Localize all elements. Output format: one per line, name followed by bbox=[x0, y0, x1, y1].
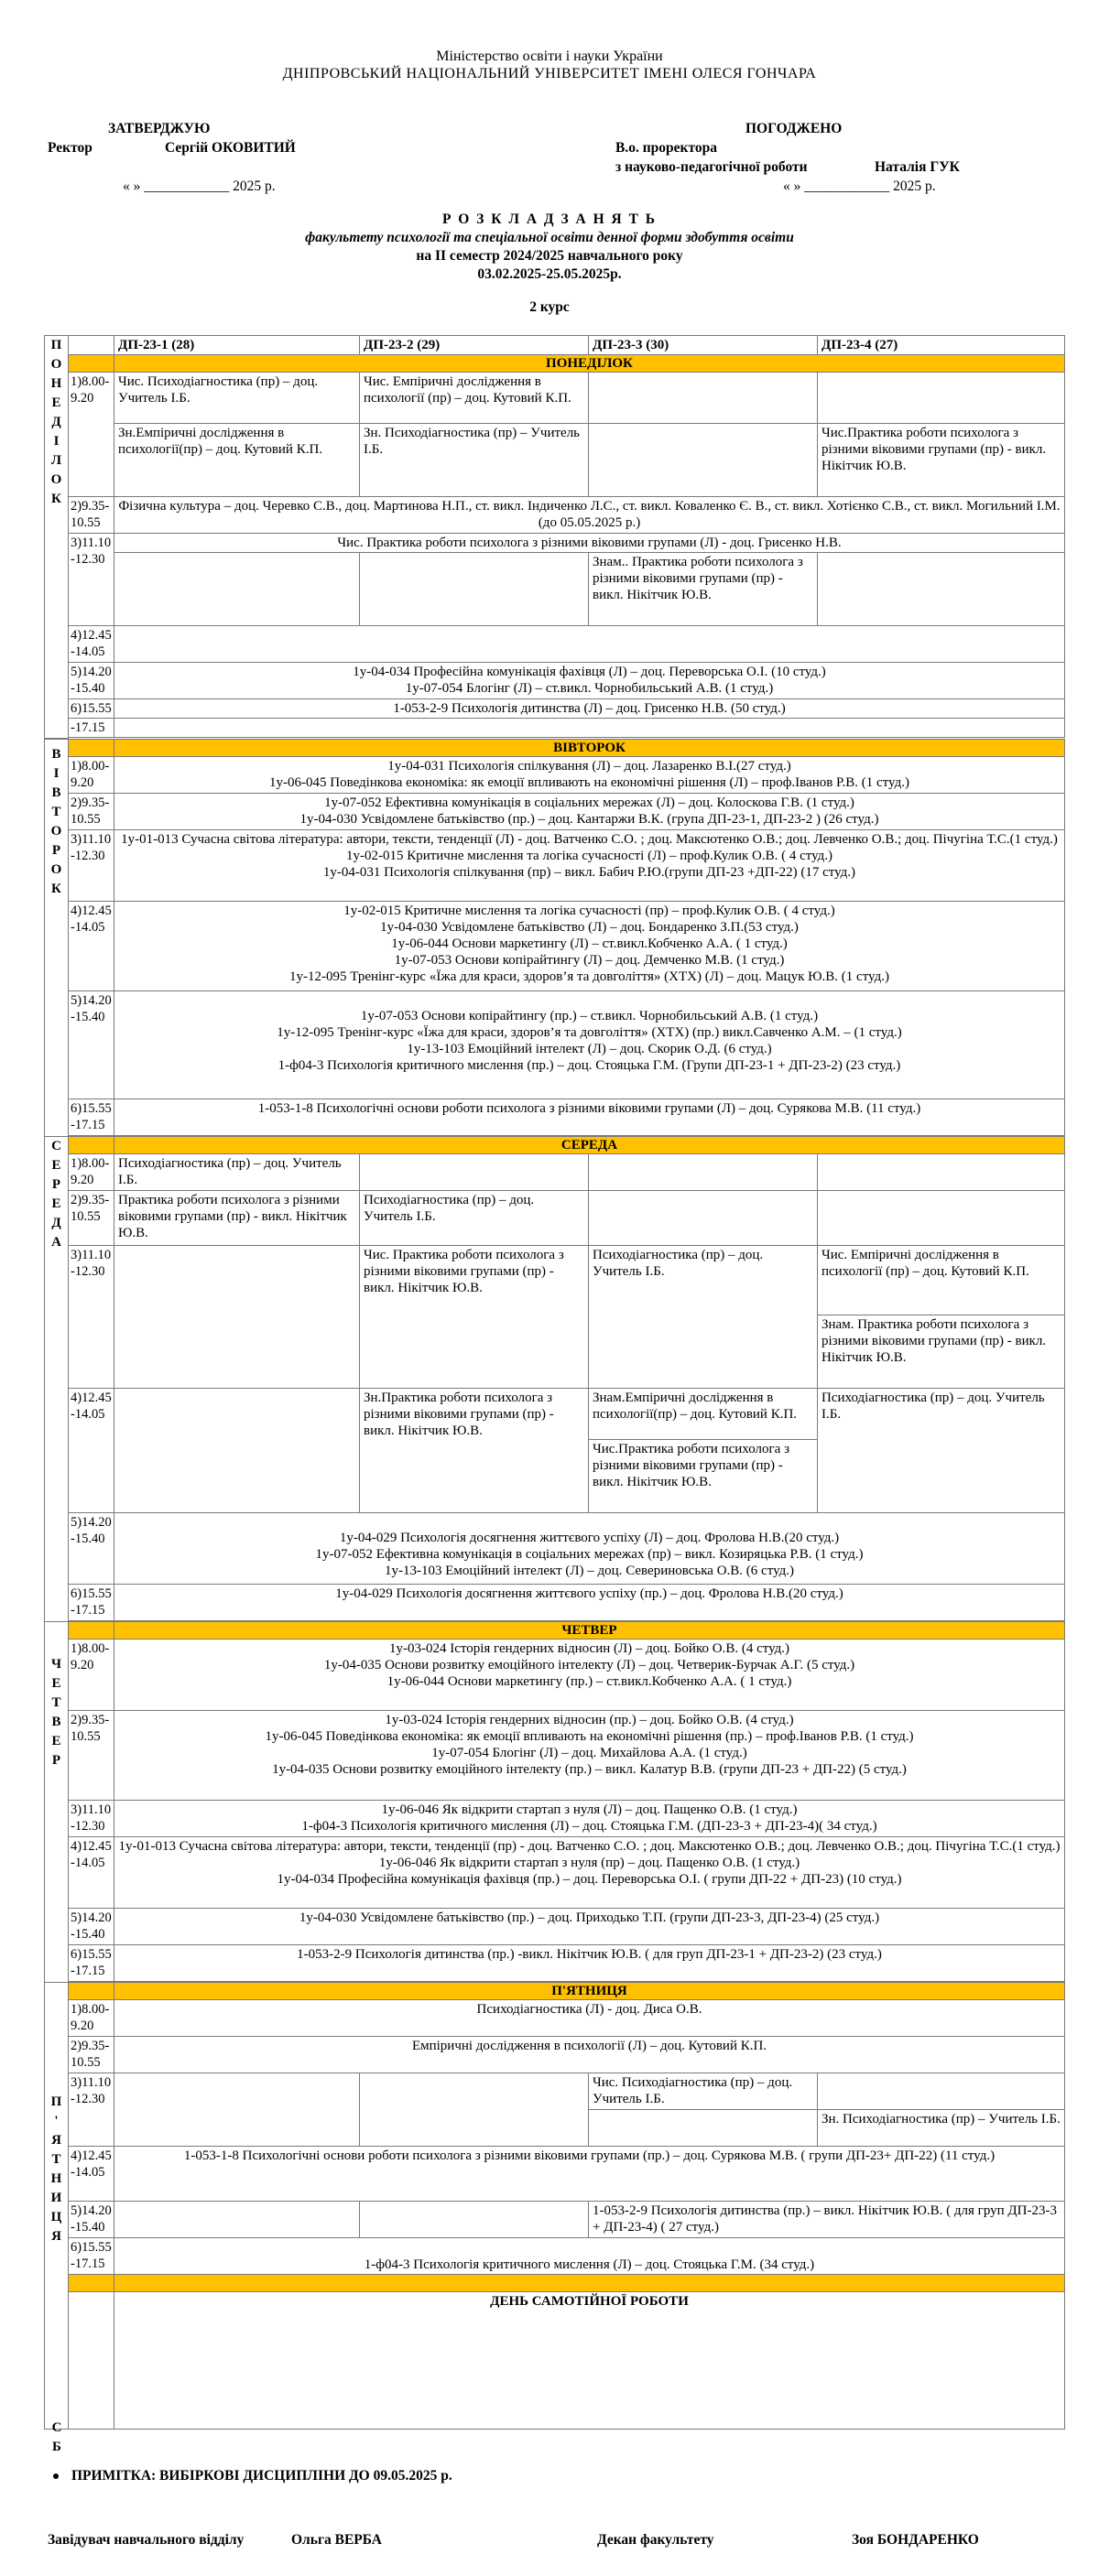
lesson-cell: 1у-07-052 Ефективна комунікація в соціальних мережах (Л) – доц. Колоскова Г.В. (1 студ.) 1у-04-030 Усвідомлене батьківство (пр.) – доц. Кантаржи В.К. (група ДП-23-1, ДП-23-2 ) (26 студ.) bbox=[114, 793, 1065, 829]
lesson-cell: Чис.Практика роботи психолога з різними віковими групами (пр) - викл. Нікітчик Ю.В. bbox=[818, 424, 1065, 497]
lesson-cell: Зн. Психодіагностика (пр) – Учитель І.Б. bbox=[360, 424, 589, 497]
time-slot: -17.15 bbox=[69, 719, 114, 738]
lesson-cell: 1у-04-034 Професійна комунікація фахівця (Л) – доц. Переворська О.І. (10 студ.) 1у-07-054 Блогінг (Л) – ст.викл. Чорнобильський А.В. (1 студ.) bbox=[114, 663, 1065, 699]
lesson-cell: Чис. Психодіагностика (пр) – доц. Учитель І.Б. bbox=[114, 373, 360, 424]
lesson-row bbox=[45, 1512, 1065, 1584]
lesson-cell bbox=[360, 553, 589, 626]
schedule-subtitle: факультету психології та спеціальної освіти денної форми здобуття освіти bbox=[305, 230, 794, 245]
time-slot: 1)8.00- 9.20 bbox=[69, 1999, 114, 2036]
day-header-thursday: ЧЕТВЕР bbox=[114, 1621, 1065, 1639]
time-slot: 4)12.45 -14.05 bbox=[69, 1388, 114, 1512]
lesson-cell: Чис. Психодіагностика (пр) – доц. Учитель І.Б. bbox=[589, 2073, 818, 2109]
day-label-wednesday: С Е Р Е Д А bbox=[45, 1136, 69, 1621]
day-header-row bbox=[45, 739, 1065, 756]
lesson-cell: Знам.Емпіричні дослідження в психології(пр) – доц. Кутовий К.П. bbox=[589, 1388, 818, 1439]
time-slot: 4)12.45 -14.05 bbox=[69, 626, 114, 663]
lesson-row bbox=[45, 1245, 1065, 1315]
lesson-cell: 1у-03-024 Історія гендерних відносин (пр.) – доц. Бойко О.В. (4 студ.) 1у-06-045 Поведінкова економіка: як емоції впливають на економічні рішення (пр.) – проф.Іванов Р.В. (1 студ.) 1у-07-054 Блогінг (Л) – доц. Михайлова А.А. (1 студ.) 1у-04-035 Основи розвитку емоційного інтелекту (пр.) – викл. Калатур В.В. (групи ДП-23 + ДП-22) (5 студ.) bbox=[114, 1710, 1065, 1800]
lesson-cell bbox=[360, 1153, 589, 1190]
lesson-cell: Психодіагностика (Л) - доц. Диса О.В. bbox=[114, 1999, 1065, 2036]
lesson-row bbox=[45, 1190, 1065, 1245]
time-slot: 4)12.45 -14.05 bbox=[69, 2146, 114, 2201]
time-slot: 5)14.20 -15.40 bbox=[69, 663, 114, 699]
day-header-saturday bbox=[114, 2274, 1065, 2291]
lesson-cell: Психодіагностика (пр) – доц. Учитель І.Б. bbox=[818, 1388, 1065, 1512]
lesson-cell: 1-053-2-9 Психологія дитинства (Л) – доц. Грисенко Н.В. (50 студ.) bbox=[114, 699, 1065, 719]
lesson-row bbox=[45, 1908, 1065, 1944]
lesson-row bbox=[45, 1999, 1065, 2036]
group-header: ДП-23-4 (27) bbox=[818, 336, 1065, 355]
time-slot: 3)11.10 -12.30 bbox=[69, 829, 114, 901]
lesson-cell: 1-053-1-8 Психологічні основи роботи психолога з різними віковими групами (пр.) – доц. Сурякова М.В. ( групи ДП-23+ ДП-22) (11 студ.) bbox=[114, 2146, 1065, 2201]
lesson-cell: Зн.Практика роботи психолога з різними віковими групами (пр) - викл. Нікітчик Ю.В. bbox=[360, 1388, 589, 1512]
self-study-cell: ДЕНЬ САМОТІЙНОЇ РОБОТИ bbox=[114, 2291, 1065, 2429]
time-slot: 2)9.35- 10.55 bbox=[69, 793, 114, 829]
time-slot: 5)14.20 -15.40 bbox=[69, 1908, 114, 1944]
lesson-row bbox=[45, 1388, 1065, 1439]
day-label-thursday: Ч Е Т В Е Р bbox=[45, 1621, 69, 1982]
time-slot: 6)15.55 -17.15 bbox=[69, 1099, 114, 1135]
lesson-cell: Чис.Практика роботи психолога з різними віковими групами (пр) - викл. Нікітчик Ю.В. bbox=[589, 1439, 818, 1512]
timetable bbox=[44, 335, 1065, 2430]
lesson-row bbox=[45, 1639, 1065, 1710]
day-header-wednesday: СЕРЕДА bbox=[114, 1136, 1065, 1153]
day-header-tuesday: ВІВТОРОК bbox=[114, 739, 1065, 756]
day-header-row bbox=[45, 355, 1065, 373]
time-slot: 4)12.45 -14.05 bbox=[69, 1836, 114, 1908]
day-label-saturday: С Б bbox=[51, 2420, 62, 2454]
day-header-row bbox=[45, 2274, 1065, 2291]
agree-name: Наталія ГУК bbox=[875, 159, 960, 175]
lesson-row bbox=[45, 2291, 1065, 2429]
lesson-cell bbox=[818, 373, 1065, 424]
time-slot: 6)15.55 bbox=[69, 699, 114, 719]
dean-position: Декан факультету bbox=[597, 2532, 714, 2548]
lesson-cell: Психодіагностика (пр) – доц. Учитель І.Б. bbox=[360, 1190, 589, 1245]
lesson-row bbox=[45, 553, 1065, 626]
lesson-cell bbox=[114, 2201, 360, 2237]
lesson-cell: 1у-07-053 Основи копірайтингу (пр.) – ст.викл. Чорнобильський А.В. (1 студ.) 1у-12-095 Тренінг-курс «Їжа для краси, здоров’я та довголіття» (ХТХ) (пр.) викл.Савченко А.М. – (1 студ.) 1у-13-103 Емоційний інтелект (Л) – доц. Скорик О.Д. (6 студ.) 1-ф04-3 Психологія критичного мислення (пр.) – доц. Стояцька Г.М. (Групи ДП-23-1 + ДП-23-2) (23 студ.) bbox=[114, 990, 1065, 1099]
lesson-cell: 1у-04-029 Психологія досягнення життєвого успіху (Л) – доц. Фролова Н.В.(20 студ.) 1у-07-052 Ефективна комунікація в соціальних мережах (пр) – викл. Козиряцька Р.В. (1 студ.) 1у-13-103 Емоційний інтелект (Л) – доц. Севериновська О.В. (6 студ.) bbox=[114, 1512, 1065, 1584]
lesson-cell: Психодіагностика (пр) – доц. Учитель І.Б. bbox=[589, 1245, 818, 1388]
time-slot: 3)11.10 -12.30 bbox=[69, 1245, 114, 1388]
group-header: ДП-23-2 (29) bbox=[360, 336, 589, 355]
lesson-cell: Чис. Емпіричні дослідження в психології (пр) – доц. Кутовий К.П. bbox=[818, 1245, 1065, 1315]
lesson-cell bbox=[589, 424, 818, 497]
lesson-cell bbox=[114, 553, 360, 626]
lesson-cell: 1у-04-030 Усвідомлене батьківство (пр.) – доц. Приходько Т.П. (групи ДП-23-3, ДП-23-4) (25 студ.) bbox=[114, 1908, 1065, 1944]
lesson-cell: 1-ф04-3 Психологія критичного мислення (Л) – доц. Стояцька Г.М. (34 студ.) bbox=[114, 2237, 1065, 2274]
day-label-friday: П ' Я Т Н И Ц Я bbox=[45, 1982, 69, 2429]
dean-name: Зоя БОНДАРЕНКО bbox=[852, 2532, 979, 2548]
time-slot: 1)8.00- 9.20 bbox=[69, 1153, 114, 1190]
note-text: ПРИМІТКА: ВИБІРКОВІ ДИСЦИПЛІНИ ДО 09.05.2025 р. bbox=[71, 2468, 452, 2484]
time-slot: 1)8.00- 9.20 bbox=[69, 1639, 114, 1710]
approve-name: Сергій ОКОВИТИЙ bbox=[165, 140, 296, 156]
approve-date: « » ____________ 2025 р. bbox=[123, 179, 276, 194]
lesson-row bbox=[45, 1099, 1065, 1135]
time-slot: 3)11.10 -12.30 bbox=[69, 1800, 114, 1836]
schedule-dates: 03.02.2025-25.05.2025р. bbox=[477, 266, 622, 282]
lesson-cell: 1-053-2-9 Психологія дитинства (пр.) – викл. Нікітчик Ю.В. ( для груп ДП-23-3 + ДП-23-4) ( 27 студ.) bbox=[589, 2201, 1065, 2237]
day-header-monday: ПОНЕДІЛОК bbox=[114, 355, 1065, 373]
lesson-cell: Знам.. Практика роботи психолога з різними віковими групами (пр) - викл. Нікітчик Ю.В. bbox=[589, 553, 818, 626]
day-header-row bbox=[45, 1982, 1065, 1999]
approve-title: ЗАТВЕРДЖУЮ bbox=[108, 121, 211, 136]
lesson-row bbox=[45, 1800, 1065, 1836]
lesson-cell: Знам. Практика роботи психолога з різними віковими групами (пр) - викл. Нікітчик Ю.В. bbox=[818, 1315, 1065, 1388]
lesson-cell bbox=[114, 1388, 360, 1512]
lesson-cell: 1-053-1-8 Психологічні основи роботи психолога з різними віковими групами (Л) – доц. Сурякова М.В. (11 студ.) bbox=[114, 1099, 1065, 1135]
lesson-row bbox=[45, 2146, 1065, 2201]
agree-title: ПОГОДЖЕНО bbox=[745, 121, 843, 136]
lesson-row bbox=[45, 534, 1065, 553]
lesson-cell: 1у-04-031 Психологія спілкування (Л) – доц. Лазаренко В.І.(27 студ.) 1у-06-045 Поведінкова економіка: як емоції впливають на економічні рішення (Л) – проф.Іванов Р.В. (1 студ.) bbox=[114, 756, 1065, 793]
lesson-row bbox=[45, 793, 1065, 829]
ministry-title: Міністерство освіти і науки України bbox=[436, 49, 663, 64]
time-slot: 2)9.35- 10.55 bbox=[69, 2036, 114, 2073]
lesson-row bbox=[45, 699, 1065, 719]
time-slot: 6)15.55 -17.15 bbox=[69, 2237, 114, 2274]
lesson-cell: 1у-02-015 Критичне мислення та логіка сучасності (пр) – проф.Кулик О.В. ( 4 студ.) 1у-04-030 Усвідомлене батьківство (Л) – доц. Бондаренко З.П.(53 студ.) 1у-06-044 Основи маркетингу (Л) – ст.викл.Кобченко А.А. ( 1 студ.) 1у-07-053 Основи копірайтингу (Л) – доц. Демченко М.В. (1 студ.) 1у-12-095 Тренінг-курс «Їжа для краси, здоров’я та довголіття» (ХТХ) (Л) – доц. Мацук Ю.В. (1 студ.) bbox=[114, 901, 1065, 990]
time-slot: 2)9.35- 10.55 bbox=[69, 1190, 114, 1245]
lesson-row bbox=[45, 756, 1065, 793]
lesson-cell: 1-053-2-9 Психологія дитинства (пр.) -викл. Нікітчик Ю.В. ( для груп ДП-23-1 + ДП-23-2) (23 студ.) bbox=[114, 1944, 1065, 1981]
lesson-row bbox=[45, 2073, 1065, 2109]
lesson-cell: Фізична культура – доц. Черевко С.В., доц. Мартинова Н.П., ст. викл. Індиченко Л.С., ст. викл. Коваленко Є. В., ст. викл. Хотієнко С.В., ст. викл. Могильний І.М. (до 05.05.2025 р.) bbox=[114, 497, 1065, 534]
lesson-cell bbox=[818, 2073, 1065, 2109]
day-label-tuesday: В І В Т О Р О К bbox=[45, 739, 69, 1136]
agree-date: « » ____________ 2025 р. bbox=[783, 179, 936, 194]
day-label-monday: П О Н Е Д І Л О К bbox=[45, 336, 69, 739]
lesson-row bbox=[45, 626, 1065, 663]
lesson-cell bbox=[114, 2073, 360, 2146]
lesson-row bbox=[45, 829, 1065, 901]
lesson-row bbox=[45, 1153, 1065, 1190]
lesson-cell bbox=[589, 1153, 818, 1190]
lesson-cell bbox=[114, 1245, 360, 1388]
lesson-row bbox=[45, 901, 1065, 990]
lesson-cell: Практика роботи психолога з різними віковими групами (пр) - викл. Нікітчик Ю.В. bbox=[114, 1190, 360, 1245]
lesson-cell: Емпіричні дослідження в психології (Л) – доц. Кутовий К.П. bbox=[114, 2036, 1065, 2073]
lesson-cell bbox=[360, 2073, 589, 2146]
groups-header-row bbox=[45, 336, 1065, 355]
time-slot: 3)11.10 -12.30 bbox=[69, 2073, 114, 2146]
lesson-row bbox=[45, 2201, 1065, 2237]
head-name: Ольга ВЕРБА bbox=[291, 2532, 382, 2548]
course-label: 2 курс bbox=[529, 299, 570, 315]
day-header-row bbox=[45, 1136, 1065, 1153]
lesson-row bbox=[45, 2036, 1065, 2073]
lesson-cell: Чис. Практика роботи психолога з різними віковими групами (Л) - доц. Грисенко Н.В. bbox=[114, 534, 1065, 553]
day-header-row bbox=[45, 1621, 1065, 1639]
lesson-row bbox=[45, 424, 1065, 497]
lesson-cell bbox=[360, 2201, 589, 2237]
lesson-row bbox=[45, 1584, 1065, 1620]
day-header-friday: П'ЯТНИЦЯ bbox=[114, 1982, 1065, 1999]
lesson-cell bbox=[818, 553, 1065, 626]
lesson-row bbox=[45, 990, 1065, 1099]
lesson-cell bbox=[114, 626, 1065, 663]
group-header: ДП-23-3 (30) bbox=[589, 336, 818, 355]
schedule-semester: на II семестр 2024/2025 навчального року bbox=[416, 248, 683, 264]
time-slot: 2)9.35- 10.55 bbox=[69, 497, 114, 534]
time-slot: 1)8.00- 9.20 bbox=[69, 756, 114, 793]
lesson-cell: Зн.Емпіричні дослідження в психології(пр) – доц. Кутовий К.П. bbox=[114, 424, 360, 497]
lesson-cell: Психодіагностика (пр) – доц. Учитель І.Б. bbox=[114, 1153, 360, 1190]
lesson-cell: Чис. Практика роботи психолога з різними віковими групами (пр) - викл. Нікітчик Ю.В. bbox=[360, 1245, 589, 1388]
lesson-row bbox=[45, 497, 1065, 534]
slot-header bbox=[69, 336, 114, 355]
lesson-row bbox=[45, 663, 1065, 699]
lesson-cell bbox=[589, 2109, 818, 2146]
time-slot: 4)12.45 -14.05 bbox=[69, 901, 114, 990]
lesson-cell: 1у-04-029 Психологія досягнення життєвого успіху (пр.) – доц. Фролова Н.В.(20 студ.) bbox=[114, 1584, 1065, 1620]
lesson-cell bbox=[818, 1190, 1065, 1245]
lesson-cell: 1у-01-013 Сучасна світова література: автори, тексти, тенденції (Л) - доц. Ватченко С.О. ; доц. Максютенко О.В.; доц. Левченко О.В.; доц. Пічугіна Т.С.(1 студ.) 1у-02-015 Критичне мислення та логіка сучасності (Л) – проф.Кулик О.В. ( 4 студ.) 1у-04-031 Психологія спілкування (пр) – викл. Бабич Р.Ю.(групи ДП-23 +ДП-22) (17 студ.) bbox=[114, 829, 1065, 901]
approve-position: Ректор bbox=[48, 140, 92, 156]
lesson-cell bbox=[818, 1153, 1065, 1190]
lesson-cell: Чис. Емпіричні дослідження в психології (пр) – доц. Кутовий К.П. bbox=[360, 373, 589, 424]
lesson-cell bbox=[589, 1190, 818, 1245]
lesson-cell: 1у-06-046 Як відкрити стартап з нуля (Л) – доц. Пащенко О.В. (1 студ.) 1-ф04-3 Психологія критичного мислення (Л) – доц. Стояцька Г.М. (ДП-23-3 + ДП-23-4)( 34 студ.) bbox=[114, 1800, 1065, 1836]
lesson-cell bbox=[589, 373, 818, 424]
time-slot: 5)14.20 -15.40 bbox=[69, 1512, 114, 1584]
time-slot: 2)9.35- 10.55 bbox=[69, 1710, 114, 1800]
time-slot: 6)15.55 -17.15 bbox=[69, 1944, 114, 1981]
lesson-row bbox=[45, 1710, 1065, 1800]
time-slot: 1)8.00- 9.20 bbox=[69, 373, 114, 497]
time-slot: 3)11.10 -12.30 bbox=[69, 534, 114, 626]
note bbox=[53, 2468, 452, 2484]
group-header: ДП-23-1 (28) bbox=[114, 336, 360, 355]
lesson-cell: Зн. Психодіагностика (пр) – Учитель І.Б. bbox=[818, 2109, 1065, 2146]
lesson-row bbox=[45, 2237, 1065, 2274]
schedule-title: Р О З К Л А Д З А Н Я Т Ь bbox=[441, 211, 658, 227]
time-slot: 5)14.20 -15.40 bbox=[69, 2201, 114, 2237]
time-slot: 5)14.20 -15.40 bbox=[69, 990, 114, 1099]
lesson-cell: 1у-01-013 Сучасна світова література: автори, тексти, тенденції (пр) - доц. Ватченко С.О. ; доц. Максютенко О.В.; доц. Левченко О.В.; доц. Пічугіна Т.С.(1 студ.) 1у-06-046 Як відкрити стартап з нуля (пр) – доц. Пащенко О.В. (1 студ.) 1у-04-034 Професійна комунікація фахівця (пр.) – доц. Переворська О.І. ( групи ДП-22 + ДП-23) (10 студ.) bbox=[114, 1836, 1065, 1908]
agree-position-2: з науково-педагогічної роботи bbox=[615, 159, 808, 175]
time-slot: 6)15.55 -17.15 bbox=[69, 1584, 114, 1620]
lesson-row bbox=[45, 373, 1065, 424]
lesson-row bbox=[45, 1944, 1065, 1981]
agree-position-1: В.о. проректора bbox=[615, 140, 717, 156]
head-position: Завідувач навчального відділу bbox=[48, 2532, 245, 2548]
lesson-cell: 1у-03-024 Історія гендерних відносин (Л) – доц. Бойко О.В. (4 студ.) 1у-04-035 Основи розвитку емоційного інтелекту (Л) – доц. Четверик-Бурчак А.Г. (5 студ.) 1у-06-044 Основи маркетингу (пр.) – ст.викл.Кобченко А.А. ( 1 студ.) bbox=[114, 1639, 1065, 1710]
university-title: ДНІПРОВСЬКИЙ НАЦІОНАЛЬНИЙ УНІВЕРСИТЕТ ІМЕНІ ОЛЕСЯ ГОНЧАРА bbox=[282, 66, 817, 81]
lesson-row bbox=[45, 1836, 1065, 1908]
bullet-icon bbox=[53, 2473, 59, 2479]
